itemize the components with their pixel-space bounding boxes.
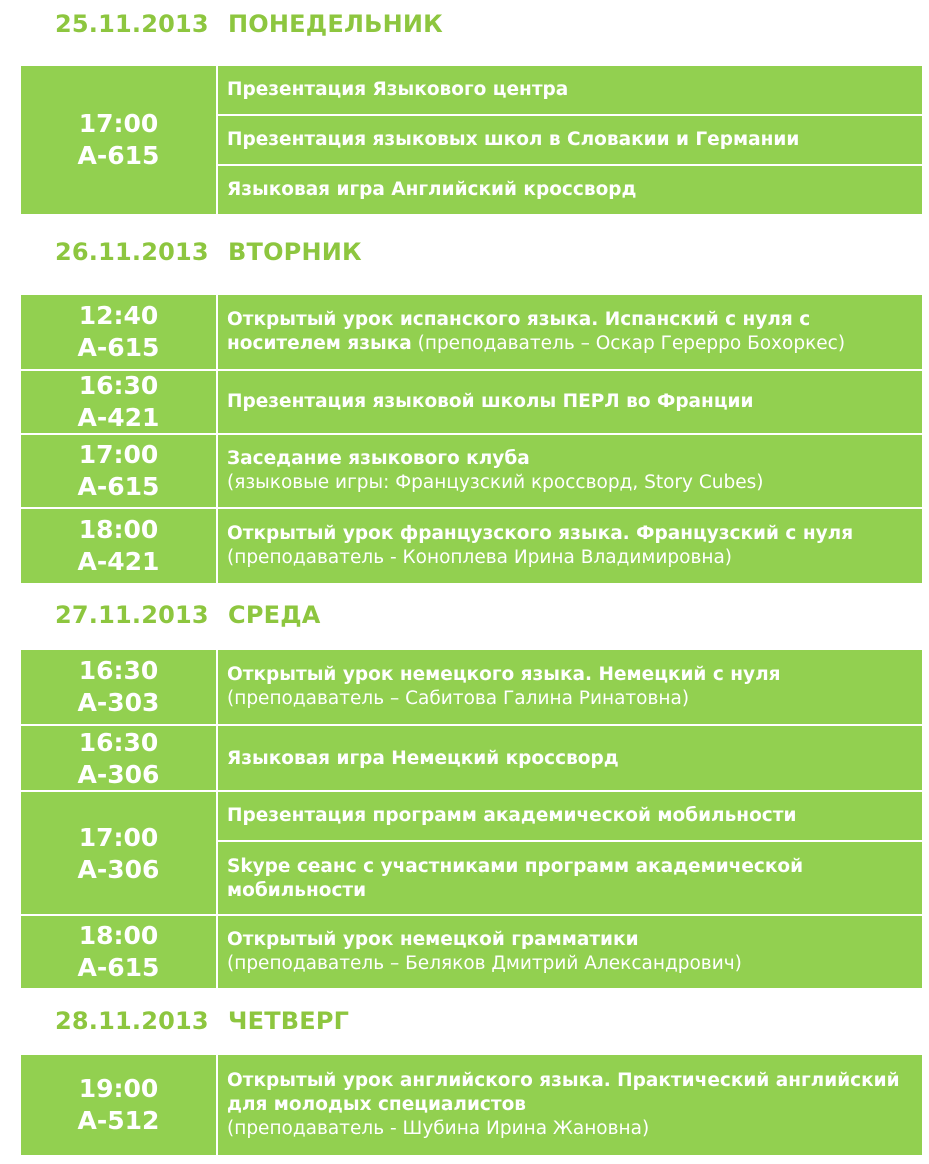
time: 16:30 bbox=[78, 656, 159, 685]
event-note: (преподаватель - Коноплева Ирина Владимировна) bbox=[227, 547, 733, 568]
time-cell bbox=[21, 650, 218, 724]
event-title: Открытый урок немецкой грамматики bbox=[227, 929, 639, 950]
event-title: Презентация языковой школы ПЕРЛ во Франции bbox=[227, 391, 754, 412]
event-item bbox=[218, 435, 922, 507]
events-cell bbox=[218, 916, 922, 988]
schedule-row bbox=[21, 724, 922, 792]
time: 17:00 bbox=[78, 109, 159, 138]
day-header bbox=[55, 10, 443, 38]
day-date: 27.11.2013 bbox=[55, 601, 209, 629]
day-header bbox=[55, 601, 321, 629]
time: 12:40 bbox=[78, 301, 159, 330]
event-title: Презентация языковых школ в Словакии и Германии bbox=[227, 129, 800, 150]
schedule-row bbox=[21, 369, 922, 433]
time: 18:00 bbox=[78, 515, 159, 544]
room: А-615 bbox=[77, 333, 160, 362]
day-date: 25.11.2013 bbox=[55, 10, 209, 38]
event-title: Языковая игра Английский кроссворд bbox=[227, 179, 637, 200]
event-item bbox=[218, 840, 922, 916]
event-note: (преподаватель - Шубина Ирина Жановна) bbox=[227, 1118, 650, 1139]
schedule-table bbox=[21, 295, 922, 583]
event-note: (преподаватель – Сабитова Галина Ринатовна) bbox=[227, 688, 690, 709]
time-cell bbox=[21, 371, 218, 433]
room: А-615 bbox=[77, 953, 160, 982]
event-title: Презентация программ академической мобильности bbox=[227, 805, 797, 826]
time: 17:00 bbox=[78, 823, 159, 852]
room: А-421 bbox=[77, 547, 160, 576]
time-cell bbox=[21, 792, 218, 916]
time-cell bbox=[21, 66, 218, 214]
events-cell bbox=[218, 650, 922, 724]
events-cell bbox=[218, 66, 922, 214]
events-cell bbox=[218, 792, 922, 916]
events-cell bbox=[218, 435, 922, 507]
day-name: ПОНЕДЕЛЬНИК bbox=[228, 10, 443, 38]
schedule-row bbox=[21, 507, 922, 583]
day-name: ЧЕТВЕРГ bbox=[228, 1007, 350, 1035]
time: 19:00 bbox=[78, 1074, 159, 1103]
day-date: 26.11.2013 bbox=[55, 238, 209, 266]
event-title: Skype сеанс с участниками программ академической мобильности bbox=[227, 856, 804, 901]
event-title: Заседание языкового клуба bbox=[227, 448, 530, 469]
room: А-421 bbox=[77, 403, 160, 432]
schedule-row bbox=[21, 790, 922, 916]
schedule-row bbox=[21, 66, 922, 214]
events-cell bbox=[218, 295, 922, 369]
events-cell bbox=[218, 1055, 922, 1155]
event-item bbox=[218, 66, 922, 114]
event-item bbox=[218, 792, 922, 840]
day-header bbox=[55, 238, 362, 266]
room: А-615 bbox=[77, 141, 160, 170]
schedule-row bbox=[21, 1055, 922, 1155]
events-cell bbox=[218, 726, 922, 792]
event-title: Открытый урок немецкого языка. Немецкий с нуля bbox=[227, 664, 781, 685]
room: А-306 bbox=[77, 760, 160, 789]
events-cell bbox=[218, 371, 922, 433]
event-item bbox=[218, 114, 922, 164]
schedule-table bbox=[21, 66, 922, 214]
day-name: СРЕДА bbox=[228, 601, 321, 629]
time-cell bbox=[21, 435, 218, 507]
schedule-table bbox=[21, 650, 922, 988]
event-title: Презентация Языкового центра bbox=[227, 79, 569, 100]
event-title: Языковая игра Немецкий кроссворд bbox=[227, 748, 619, 769]
time-cell bbox=[21, 295, 218, 369]
event-item bbox=[218, 650, 922, 724]
schedule-row bbox=[21, 650, 922, 724]
room: А-303 bbox=[77, 688, 160, 717]
day-header bbox=[55, 1007, 349, 1035]
time-cell bbox=[21, 509, 218, 583]
event-item bbox=[218, 371, 922, 433]
event-note: (преподаватель – Беляков Дмитрий Александрович) bbox=[227, 953, 742, 974]
time: 18:00 bbox=[78, 921, 159, 950]
events-cell bbox=[218, 509, 922, 583]
event-item bbox=[218, 164, 922, 214]
time-cell bbox=[21, 916, 218, 988]
time: 16:30 bbox=[78, 728, 159, 757]
event-item bbox=[218, 295, 922, 369]
room: А-512 bbox=[77, 1106, 160, 1135]
time: 16:30 bbox=[78, 371, 159, 400]
time-cell bbox=[21, 726, 218, 792]
event-title: Открытый урок французского языка. Французский с нуля bbox=[227, 523, 854, 544]
event-item bbox=[218, 1055, 922, 1155]
event-item bbox=[218, 726, 922, 792]
event-item bbox=[218, 509, 922, 583]
time: 17:00 bbox=[78, 440, 159, 469]
schedule-row bbox=[21, 914, 922, 988]
room: А-306 bbox=[77, 855, 160, 884]
schedule-row bbox=[21, 433, 922, 507]
day-date: 28.11.2013 bbox=[55, 1007, 209, 1035]
time-cell bbox=[21, 1055, 218, 1155]
event-note: (преподаватель – Оскар Герерро Бохоркес) bbox=[411, 333, 846, 354]
schedule-row bbox=[21, 295, 922, 369]
event-note: (языковые игры: Французский кроссворд, Story Cubes) bbox=[227, 472, 764, 493]
schedule-table bbox=[21, 1055, 922, 1155]
day-name: ВТОРНИК bbox=[228, 238, 362, 266]
event-item bbox=[218, 916, 922, 988]
room: А-615 bbox=[77, 472, 160, 501]
event-title: Открытый урок испанского языка. Испанский с нуля с носителем языка bbox=[227, 309, 811, 354]
event-title: Открытый урок английского языка. Практический английский для молодых специалистов bbox=[227, 1070, 900, 1115]
